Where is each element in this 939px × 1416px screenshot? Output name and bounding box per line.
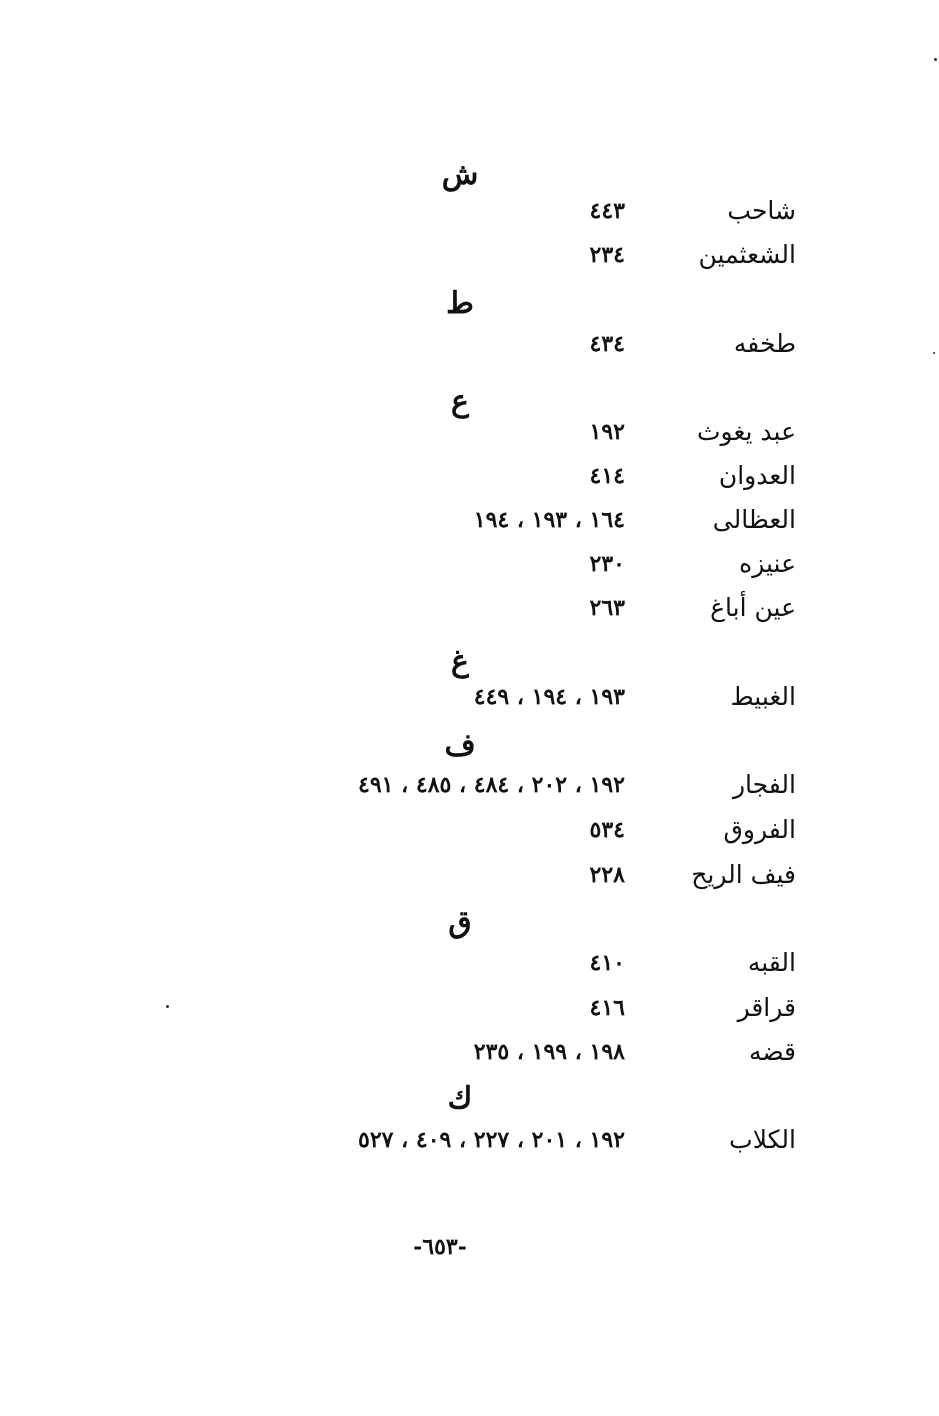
place-name: شاحب (727, 196, 796, 225)
place-name: الغبيط (730, 682, 796, 711)
page-references: ١٩٣ ، ١٩٤ ، ٤٤٩ (473, 684, 625, 710)
place-name: عين أباغ (710, 593, 796, 622)
index-entry (0, 677, 939, 717)
place-name: العظالى (712, 505, 796, 534)
page-references: ٤١٠ (589, 950, 625, 976)
index-entry (0, 235, 939, 275)
page-references: ٤١٦ (589, 995, 625, 1021)
place-name: الفروق (723, 815, 796, 844)
place-name: قراقر (737, 993, 796, 1022)
page-references: ٤٤٣ (589, 198, 625, 224)
index-entry (0, 544, 939, 584)
scan-speck (166, 1005, 169, 1008)
index-entry (0, 500, 939, 540)
place-name: عنيزه (739, 549, 796, 578)
place-name: العدوان (718, 461, 796, 490)
page-number: -٦٥٣- (413, 1234, 467, 1260)
index-entry (0, 943, 939, 983)
index-entry (0, 1120, 939, 1160)
page-references: ٢٣٤ (589, 242, 625, 268)
index-entry (0, 1032, 939, 1072)
section-letter-ghain: غ (451, 644, 469, 679)
index-entry (0, 588, 939, 628)
index-entry (0, 191, 939, 231)
page-references: ٢٦٣ (589, 595, 625, 621)
section-letter-sheen: ش (441, 157, 479, 192)
place-name: القبه (747, 948, 796, 977)
place-name: الشعثمين (698, 240, 796, 269)
page-references: ١٩٢ (589, 419, 625, 445)
index-entry (0, 988, 939, 1028)
page-references: ٢٢٨ (589, 862, 625, 888)
section-letter-faa: ف (444, 728, 476, 763)
page-references: ٤١٤ (589, 463, 625, 489)
section-letter-kaf: ك (447, 1081, 473, 1116)
place-name: فيف الريح (691, 860, 796, 889)
page-references: ١٩٨ ، ١٩٩ ، ٢٣٥ (473, 1039, 625, 1065)
page-references: ٥٣٤ (589, 817, 625, 843)
index-entry (0, 765, 939, 805)
place-name: عبد يغوث (697, 417, 796, 446)
index-entry (0, 810, 939, 850)
place-name: طخفه (733, 329, 796, 358)
place-name: قضه (748, 1037, 796, 1066)
page-references: ١٩٢ ، ٢٠٢ ، ٤٨٤ ، ٤٨٥ ، ٤٩١ (358, 772, 625, 798)
index-entry (0, 855, 939, 895)
page-references: ٢٣٠ (589, 551, 625, 577)
section-letter-qaf: ق (448, 905, 472, 940)
place-name: الكلاب (729, 1125, 796, 1154)
scan-speck (933, 352, 935, 354)
scan-speck (934, 58, 937, 61)
section-letter-ain: ع (451, 384, 469, 419)
index-entry (0, 324, 939, 364)
page-references: ١٦٤ ، ١٩٣ ، ١٩٤ (473, 507, 625, 533)
index-entry (0, 412, 939, 452)
page-references: ٤٣٤ (589, 331, 625, 357)
page-references: ١٩٢ ، ٢٠١ ، ٢٢٧ ، ٤٠٩ ، ٥٢٧ (358, 1127, 625, 1153)
place-name: الفجار (732, 770, 796, 799)
index-entry (0, 456, 939, 496)
section-letter-taa: ط (446, 286, 474, 321)
